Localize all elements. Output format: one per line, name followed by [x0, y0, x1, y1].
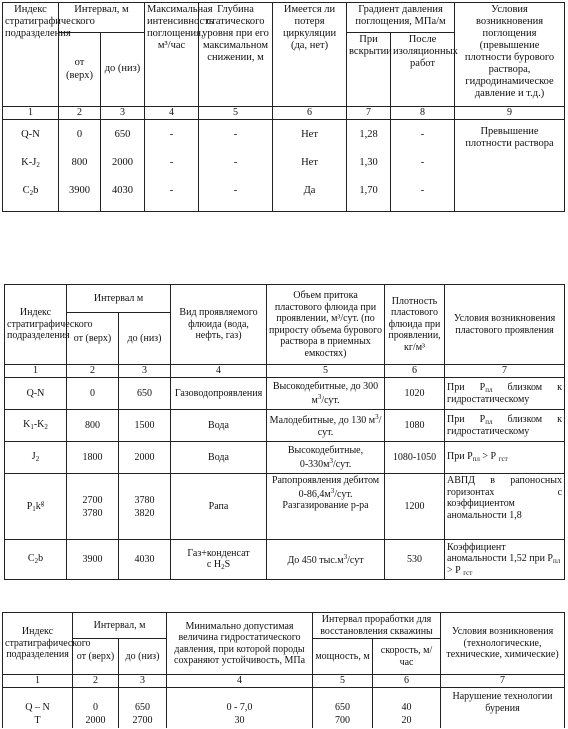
fluid-type: Вода — [171, 410, 267, 442]
fluid-type: Газ+конденсат с $H_2S$ — [171, 540, 267, 580]
thickness-value: 700 — [335, 714, 351, 726]
t3-thickness-cell — [313, 688, 373, 728]
t1-header-static-depth: Глубина статического уровня при его максимальном снижении, м — [199, 3, 273, 107]
interval-from: 0 — [76, 129, 83, 140]
intensity-value: - — [169, 129, 174, 140]
gradient-value: 1,70 — [359, 185, 378, 196]
show-condition: При $Р_{пл}$ близком к гидростатическому — [445, 410, 565, 442]
t3-pressure-cell — [167, 688, 313, 728]
t3-column-numbers — [3, 675, 565, 688]
interval-from: 0 — [67, 378, 119, 410]
col-number: 4 — [145, 107, 199, 120]
col-number: 1 — [3, 675, 73, 688]
interval-to: 1500 — [119, 410, 171, 442]
interval-to: 2000 — [119, 442, 171, 474]
t2-data-row — [5, 442, 565, 474]
t1-index-cell — [3, 120, 59, 212]
fluid-type: Вода — [171, 442, 267, 474]
t2-data-row — [5, 410, 565, 442]
t3-from-cell — [73, 688, 119, 728]
t1-condition-cell: Превышение плотности раствора — [455, 120, 565, 212]
t3-data-row — [3, 688, 565, 728]
loss-value: Да — [303, 185, 316, 196]
fluid-type: Рапа — [171, 474, 267, 540]
interval-to: 4030 — [119, 540, 171, 580]
interval-to: 2000 — [112, 157, 133, 168]
t1-header-from: от (верх) — [59, 33, 101, 107]
strat-index: $P_1k^g$ — [5, 474, 67, 540]
interval-from: 800 — [67, 410, 119, 442]
after-value: - — [420, 129, 425, 140]
t2-data-row — [5, 540, 565, 580]
t3-to-cell — [119, 688, 167, 728]
strat-index: $K-J_2$ — [21, 157, 40, 169]
t1-after-cell — [391, 120, 455, 212]
strat-index: Q-N — [5, 378, 67, 410]
col-number: 7 — [347, 107, 391, 120]
interval-from-value: 2700 — [82, 494, 103, 506]
col-number: 3 — [119, 365, 171, 378]
t1-header-after-isolation: После изоляционных работ — [391, 33, 455, 107]
t2-column-numbers — [5, 365, 565, 378]
t2-data-row — [5, 474, 565, 540]
t2-header-index: Индекс стратиграфического подразделения — [5, 285, 67, 365]
fluid-show-table — [4, 284, 565, 580]
col-number: 8 — [391, 107, 455, 120]
show-condition: При $Р_{пл}$ близком к гидростатическому — [445, 378, 565, 410]
interval-to-value: 3820 — [134, 507, 155, 519]
static-depth-value: - — [233, 129, 238, 140]
gradient-value: 1,28 — [359, 129, 378, 140]
t2-header-volume: Объем притока пластового флюида при проявлении, м³/сут. (по приросту объема бурового раствора в приемных емкостях) — [267, 285, 385, 365]
t1-loss-cell — [273, 120, 347, 212]
t1-header-at-opening: При вскрытии — [347, 33, 391, 107]
interval-to: 650 — [135, 701, 150, 713]
t1-header-conditions: Условия возникновения поглощения (превышение плотности бурового раствора, гидродинамическое давление и т.д.) — [455, 3, 565, 107]
t3-header-to: до (низ) — [119, 639, 167, 675]
absorption-table — [2, 2, 565, 212]
col-number: 6 — [373, 675, 441, 688]
static-depth-value: - — [233, 157, 238, 168]
loss-value: Нет — [301, 157, 318, 168]
col-number: 1 — [3, 107, 59, 120]
t2-header-from: от (верх) — [67, 313, 119, 365]
t1-gradient-cell — [347, 120, 391, 212]
t1-data-row — [3, 120, 565, 212]
strat-index: Q – N — [25, 701, 50, 713]
after-value: - — [420, 157, 425, 168]
strat-index: $C_2b$ — [22, 185, 39, 197]
t2-header-conditions: Условия возникновения пластового проявления — [445, 285, 565, 365]
t1-header-max-intensity: Максимальная интенсивность поглощения, м³/час — [145, 3, 199, 107]
col-number: 9 — [455, 107, 565, 120]
t3-header-min-pressure: Минимально допустимая величина гидростатического давления, при которой породы сохраняют устойчивость, МПа — [167, 613, 313, 675]
interval-to: 650 — [119, 378, 171, 410]
strat-index: Q-N — [21, 129, 40, 140]
intensity-value: - — [169, 185, 174, 196]
gradient-value: 1,30 — [359, 157, 378, 168]
col-number: 5 — [267, 365, 385, 378]
loss-value: Нет — [301, 129, 318, 140]
fluid-density: 1020 — [385, 378, 445, 410]
t1-from-cell — [59, 120, 101, 212]
t3-index-cell — [3, 688, 73, 728]
t1-intensity-cell — [145, 120, 199, 212]
strat-index: $J_2$ — [5, 442, 67, 474]
col-number: 5 — [199, 107, 273, 120]
col-number: 4 — [171, 365, 267, 378]
t1-static-cell — [199, 120, 273, 212]
t3-speed-cell — [373, 688, 441, 728]
t1-header-circulation-loss: Имеется ли потеря циркуляции (да, нет) — [273, 3, 347, 107]
col-number: 2 — [67, 365, 119, 378]
col-number: 2 — [73, 675, 119, 688]
t3-header-thickness: мощность, м — [313, 639, 373, 675]
col-number: 3 — [101, 107, 145, 120]
inflow-volume: Высокодебитные, $0-330м^3$/сут. — [267, 442, 385, 474]
col-number: 7 — [445, 365, 565, 378]
t1-header-interval: Интервал, м — [59, 3, 145, 33]
interval-from-value: 3780 — [82, 507, 103, 519]
thickness-value: 650 — [335, 701, 351, 713]
t1-column-numbers — [3, 107, 565, 120]
t1-header-index: Индекс стратиграфического подразделения — [3, 3, 59, 107]
speed-value: 20 — [401, 714, 412, 726]
interval-from: 0 — [93, 701, 98, 713]
col-number: 4 — [167, 675, 313, 688]
t3-condition-cell: Нарушение технологии бурения — [441, 688, 565, 728]
fluid-density: 1080-1050 — [385, 442, 445, 474]
interval-from: 800 — [71, 157, 88, 168]
t2-header-fluid: Вид проявляемого флюида (вода, нефть, газ) — [171, 285, 267, 365]
show-condition: Коэффициент аномальности 1,52 при $Р_{пл} > Р$ $_{гст}$ — [445, 540, 565, 580]
min-pressure: 30 — [234, 714, 245, 726]
col-number: 6 — [273, 107, 347, 120]
interval-from: 2000 — [85, 714, 106, 726]
t3-header-interval: Интервал, м — [73, 613, 167, 639]
t2-header-density: Плотность пластового флюида при проявлении, кг/м³ — [385, 285, 445, 365]
inflow-volume: Малодебитные, до 130 $м^3$/сут. — [267, 410, 385, 442]
strat-index: T — [34, 714, 41, 726]
show-condition: АВПД в рапоносных горизонтах с коэффициентом аномальности 1,8 — [445, 474, 565, 540]
t3-header-speed: скорость, м/час — [373, 639, 441, 675]
t3-header-index: Индекс стратиграфического подразделения — [3, 613, 73, 675]
strat-index: $K_1-K_2$ — [5, 410, 67, 442]
speed-value: 40 — [401, 701, 412, 713]
interval-to: 650 — [114, 129, 131, 140]
col-number: 7 — [441, 675, 565, 688]
t2-header-interval: Интервал м — [67, 285, 171, 313]
inflow-volume: Рапопроявления дебитом $0-86,4м^3$/сут. Разгазирование р-ра — [267, 474, 385, 540]
t3-header-conditions: Условия возникновения (технологические, технические, химические) — [441, 613, 565, 675]
t3-header-from: от (верх) — [73, 639, 119, 675]
col-number: 1 — [5, 365, 67, 378]
t2-data-row — [5, 378, 565, 410]
interval-from — [67, 474, 119, 540]
intensity-value: - — [169, 157, 174, 168]
show-condition: При $Р_{пл} > Р$ $_{гст}$ — [445, 442, 565, 474]
interval-from: 3900 — [67, 540, 119, 580]
after-value: - — [420, 185, 425, 196]
t3-header-work-interval: Интервал проработки для восстановления скважины — [313, 613, 441, 639]
min-pressure: 0 - 7,0 — [226, 701, 253, 713]
fluid-density: 1080 — [385, 410, 445, 442]
fluid-type: Газоводопроявления — [171, 378, 267, 410]
col-number: 2 — [59, 107, 101, 120]
interval-from: 1800 — [67, 442, 119, 474]
inflow-volume: Высокодебитные, до 300 $м^3$/сут. — [267, 378, 385, 410]
interval-to-value: 3780 — [134, 494, 155, 506]
inflow-volume: До 450 $тыс.м^3$/сут — [267, 540, 385, 580]
t1-header-to: до (низ) — [101, 33, 145, 107]
interval-from: 3900 — [69, 185, 90, 196]
t1-header-gradient: Градиент давления поглощения, МПа/м — [347, 3, 455, 33]
col-number: 6 — [385, 365, 445, 378]
strat-index: $C_2b$ — [5, 540, 67, 580]
stability-table — [2, 612, 565, 728]
col-number: 5 — [313, 675, 373, 688]
t1-to-cell — [101, 120, 145, 212]
fluid-density: 1200 — [385, 474, 445, 540]
col-number: 3 — [119, 675, 167, 688]
fluid-density: 530 — [385, 540, 445, 580]
interval-to: 4030 — [112, 185, 133, 196]
t2-header-to: до (низ) — [119, 313, 171, 365]
interval-to — [119, 474, 171, 540]
interval-to: 2700 — [132, 714, 153, 726]
static-depth-value: - — [233, 185, 238, 196]
